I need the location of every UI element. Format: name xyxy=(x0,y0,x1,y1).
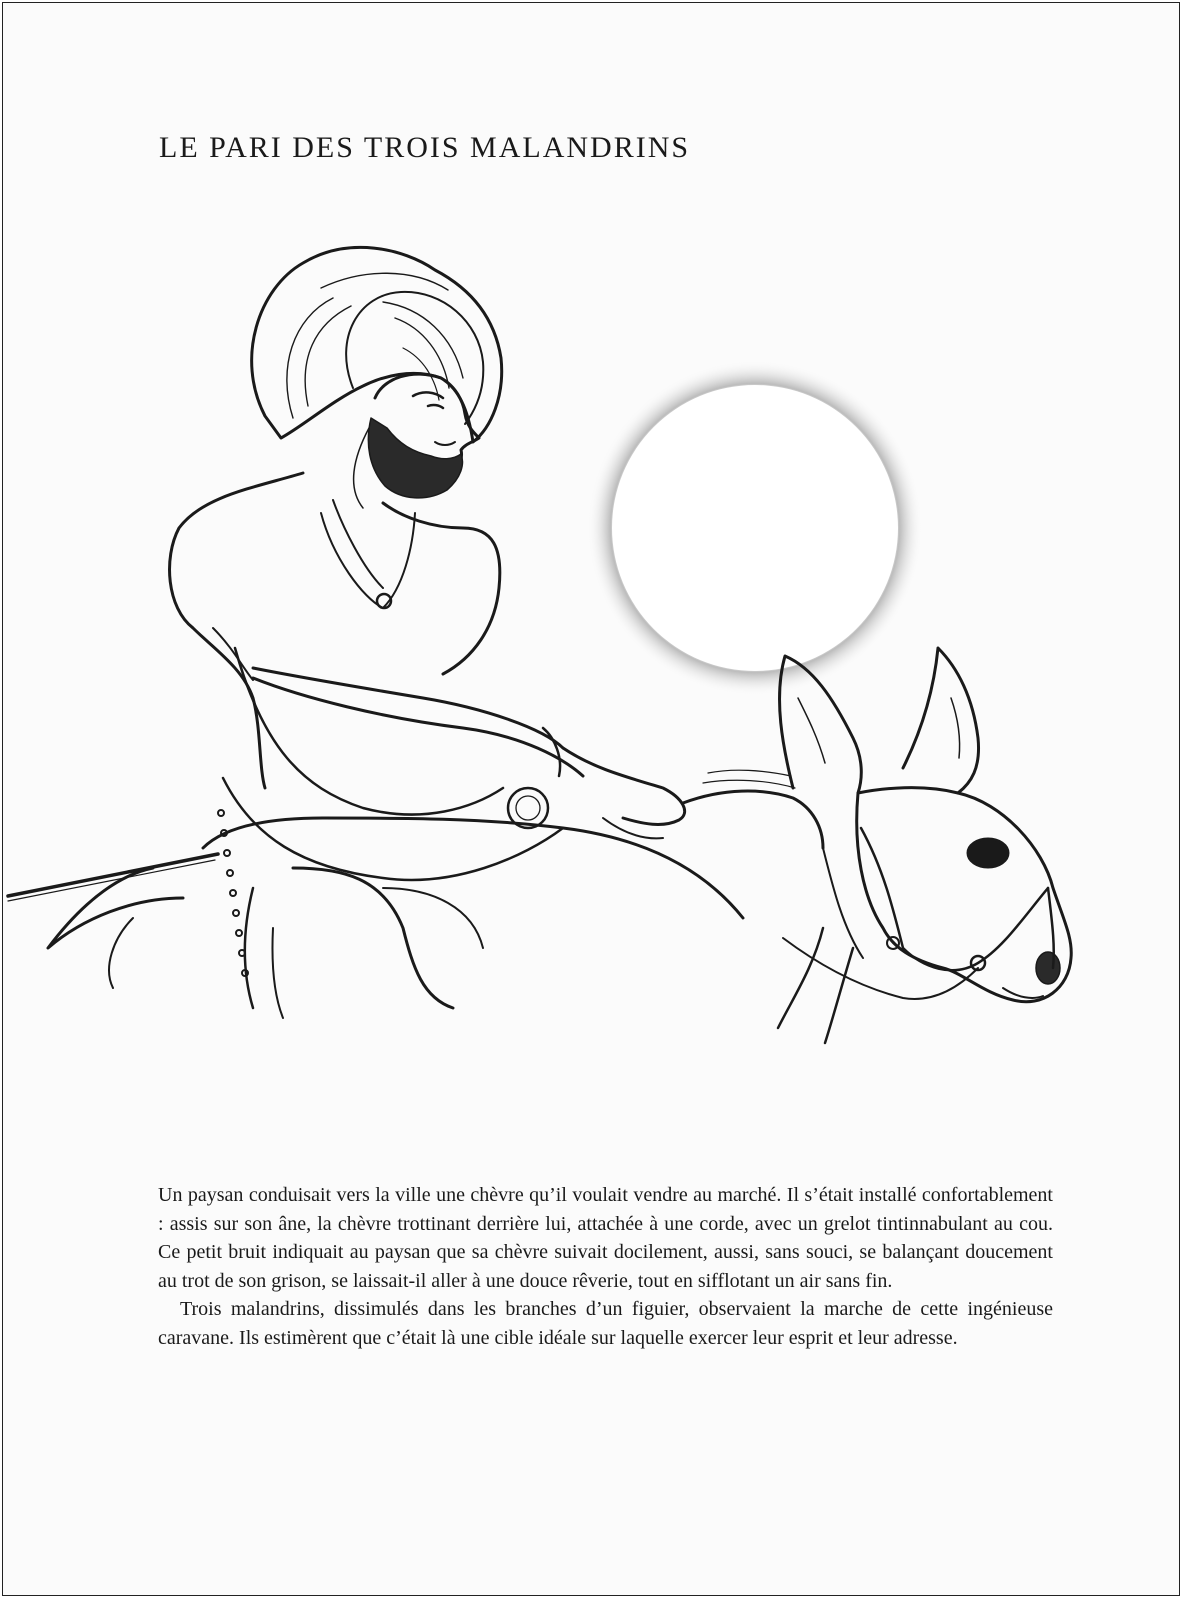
peasant-face xyxy=(354,374,479,508)
book-page xyxy=(2,2,1180,1596)
donkey-neck xyxy=(778,928,823,1028)
donkey-bridle xyxy=(861,828,1048,970)
story-title: LE PARI DES TROIS MALANDRINS xyxy=(159,131,691,164)
peasant-on-donkey-illustration xyxy=(3,228,1180,1078)
stick xyxy=(8,854,218,896)
sun xyxy=(587,360,923,696)
paragraph-2: Trois malandrins, dissimulés dans les branches d’un figuier, observaient la marche de cette ingénieuse caravane. Ils estimèrent que c’était là une cible idéale sur laquelle exercer leur esprit et leur adresse. xyxy=(158,1298,1053,1349)
paragraph-1: Un paysan conduisait vers la ville une chèvre qu’il voulait vendre au marché. Il s’était installé confortablement : assis sur son âne, la chèvre trottinant derrière lui, attachée à une corde, avec un grelot tintinnabulant au cou. Ce petit bruit indiquait au paysan que sa chèvre suivait docilement, aussi, sans souci, se balançant doucement au trot de son grison, se laissait-il aller à une douce rêverie, tout en sifflotant un air sans fin. xyxy=(158,1184,1053,1292)
beard xyxy=(368,418,462,498)
hand xyxy=(563,748,685,824)
story-text xyxy=(158,1181,1053,1352)
donkey-ear-right xyxy=(903,648,979,793)
donkey-eye xyxy=(968,839,1008,867)
necklace xyxy=(321,513,415,608)
donkey xyxy=(48,648,1071,1043)
